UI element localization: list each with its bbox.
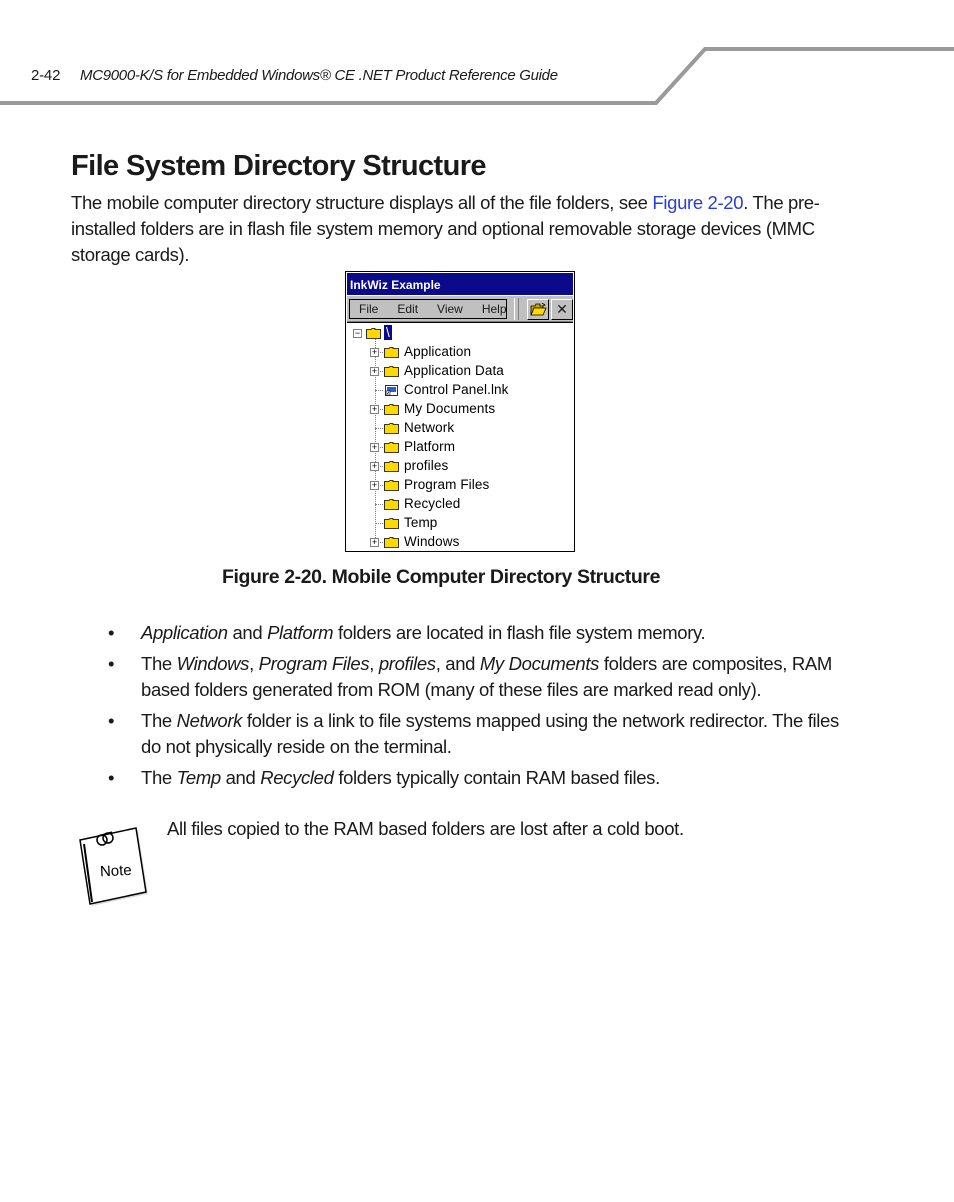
bullet-text-run: The <box>141 653 177 674</box>
bullet-marker: • <box>108 767 115 788</box>
tree-item[interactable] <box>347 514 573 533</box>
bullet-text <box>141 765 851 791</box>
bullet-text <box>141 708 851 760</box>
directory-tree <box>347 322 573 550</box>
tree-item[interactable] <box>347 362 573 381</box>
folder-name-emphasis: Program Files <box>258 653 370 674</box>
folder-name-emphasis: Application <box>141 622 228 643</box>
folder-name-emphasis: Network <box>176 710 243 731</box>
folder-name-emphasis: Temp <box>176 767 221 788</box>
bullet-text-run: and <box>227 622 268 643</box>
folder-name-emphasis: Recycled <box>260 767 334 788</box>
tree-item[interactable] <box>347 495 573 514</box>
tree-item-label: Temp <box>404 515 438 530</box>
folder-icon <box>384 347 399 358</box>
folder-icon <box>384 480 399 491</box>
close-icon: ✕ <box>556 301 568 317</box>
collapse-icon[interactable]: − <box>354 328 361 338</box>
folder-icon <box>384 518 399 529</box>
bullet-marker: • <box>108 710 115 731</box>
tree-item[interactable] <box>347 419 573 438</box>
note-icon <box>78 826 150 908</box>
menu-file[interactable]: File <box>359 302 379 316</box>
bullet-text <box>141 651 851 703</box>
folder-name-emphasis: Platform <box>267 622 334 643</box>
open-folder-icon <box>530 303 547 317</box>
folder-icon <box>384 366 399 377</box>
tree-item[interactable] <box>347 533 573 552</box>
figure-caption: Figure 2-20. Mobile Computer Directory Structure <box>222 566 661 588</box>
tree-item-label: Program Files <box>404 477 490 492</box>
tree-item-label: Network <box>404 420 455 435</box>
intro-text-start: The mobile computer directory structure displays all of the file folders, see <box>71 192 653 213</box>
window-title: InkWiz Example <box>347 273 573 295</box>
folder-icon <box>384 499 399 510</box>
tree-item[interactable] <box>347 400 573 419</box>
bullet-text-run: , <box>249 653 259 674</box>
expand-icon[interactable]: + <box>371 404 378 414</box>
folder-icon <box>384 461 399 472</box>
expand-icon[interactable]: + <box>371 366 378 376</box>
expand-icon[interactable]: + <box>371 537 378 547</box>
figure-link[interactable]: Figure 2-20 <box>652 192 744 213</box>
tree-item-label: Control Panel.lnk <box>404 382 509 397</box>
folder-name-emphasis: Windows <box>176 653 250 674</box>
tree-item-label: Application Data <box>404 363 504 378</box>
expand-icon[interactable]: + <box>371 461 378 471</box>
menu-edit[interactable]: Edit <box>397 302 419 316</box>
header-rule <box>0 0 954 110</box>
tree-branch-line <box>375 504 383 505</box>
folder-icon <box>384 423 399 434</box>
tree-item-label: Recycled <box>404 496 461 511</box>
intro-text-end: . The pre-installed folders are in flash file system memory and optional removable storage devices (MMC storage cards). <box>71 192 820 265</box>
bullet-marker: • <box>108 653 115 674</box>
page-number: 2-42 <box>31 67 61 84</box>
bullet-text <box>141 620 851 646</box>
inkwiz-window <box>345 271 575 552</box>
folder-icon <box>384 537 399 548</box>
tree-item[interactable] <box>347 381 573 400</box>
tree-item-label: profiles <box>404 458 449 473</box>
bullet-text-run: folders are located in flash file system memory. <box>333 622 706 643</box>
folder-icon <box>366 328 381 339</box>
running-header-title: MC9000-K/S for Embedded Windows® CE .NET Product Reference Guide <box>80 67 558 84</box>
note-text: All files copied to the RAM based folders are lost after a cold boot. <box>167 818 684 839</box>
bullet-text-run: , <box>369 653 379 674</box>
bullet-text-run: and <box>220 767 261 788</box>
folder-icon <box>384 404 399 415</box>
intro-paragraph <box>71 190 851 268</box>
expand-icon[interactable]: + <box>371 347 378 357</box>
open-folder-button[interactable] <box>527 299 549 320</box>
tree-item[interactable] <box>347 476 573 495</box>
bullet-text-run: The <box>141 710 177 731</box>
tree-branch-line <box>375 390 383 391</box>
tree-item-label: My Documents <box>404 401 496 416</box>
folder-name-emphasis: profiles <box>378 653 436 674</box>
menu-view[interactable]: View <box>437 302 463 316</box>
folder-icon <box>384 442 399 453</box>
tree-item-label: Application <box>404 344 472 359</box>
tree-item[interactable] <box>347 457 573 476</box>
tree-item-label: Windows <box>404 534 460 549</box>
bullet-marker: • <box>108 622 115 643</box>
tree-item[interactable] <box>347 438 573 457</box>
menu-bar <box>347 296 573 322</box>
tree-item-label: Platform <box>404 439 456 454</box>
tree-branch-line <box>375 523 383 524</box>
root-label: \ <box>386 325 390 340</box>
section-title: File System Directory Structure <box>71 150 486 182</box>
expand-icon[interactable]: + <box>371 480 378 490</box>
bullet-text-run: folder is a link to file systems mapped using the network redirector. The files do not physically reside on the terminal. <box>141 710 839 757</box>
bullet-text-run: folders are composites, RAM based folders generated from ROM (many of these files are marked read only). <box>141 653 832 700</box>
close-button[interactable] <box>551 299 573 320</box>
note-icon-label: Note <box>99 861 133 881</box>
bullet-text-run: The <box>141 767 177 788</box>
menu-help[interactable]: Help <box>481 302 507 316</box>
menu-group <box>349 299 507 319</box>
bullet-text-run: folders typically contain RAM based files. <box>333 767 660 788</box>
tree-branch-line <box>375 428 383 429</box>
tree-item[interactable] <box>347 343 573 362</box>
toolbar-separator <box>514 298 519 320</box>
bullet-text-run: , and <box>435 653 480 674</box>
shortcut-icon <box>384 385 399 396</box>
expand-icon[interactable]: + <box>371 442 378 452</box>
folder-name-emphasis: My Documents <box>479 653 600 674</box>
tree-root[interactable] <box>347 324 573 343</box>
